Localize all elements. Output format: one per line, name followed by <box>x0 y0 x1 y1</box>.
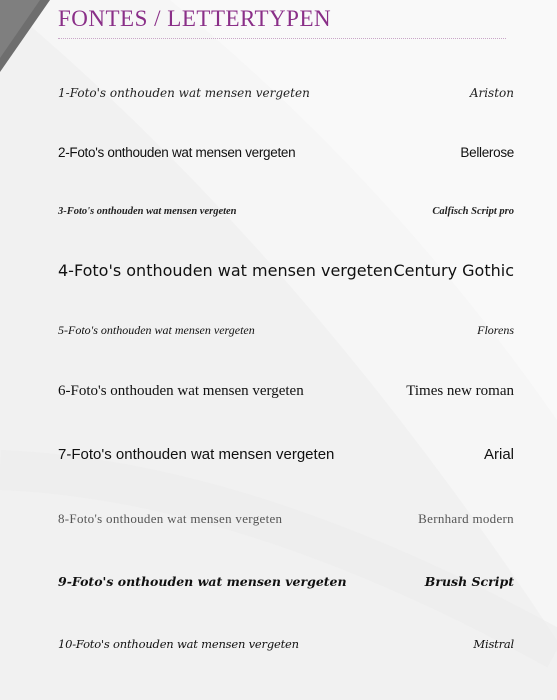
font-name-label: Mistral <box>473 637 514 651</box>
font-row-8 <box>58 511 514 527</box>
font-sample-text: 10-Foto's onthouden wat mensen vergeten <box>58 637 299 651</box>
font-row-10 <box>58 637 514 651</box>
font-name-label: Arial <box>483 446 514 463</box>
font-sample-text: 6-Foto's onthouden wat mensen vergeten <box>58 383 304 399</box>
font-row-9 <box>58 574 514 589</box>
font-sample-text: 5-Foto's onthouden wat mensen vergeten <box>58 323 255 337</box>
font-row-2 <box>58 145 514 160</box>
font-name-label: Century Gothic <box>393 261 514 280</box>
font-row-7 <box>58 446 514 463</box>
font-sample-text: 7-Foto's onthouden wat mensen vergeten <box>58 446 335 463</box>
font-sample-text: 9-Foto's onthouden wat mensen vergeten <box>58 574 347 589</box>
title-divider <box>58 38 506 39</box>
font-row-5 <box>58 323 514 338</box>
font-sample-text: 4-Foto's onthouden wat mensen vergeten <box>58 261 393 280</box>
font-row-4 <box>58 261 514 280</box>
font-name-label: Times new roman <box>406 383 514 399</box>
page-title: FONTES / LETTERTYPEN <box>58 6 332 31</box>
font-name-label: Calfisch Script pro <box>432 206 514 217</box>
font-row-3 <box>58 206 514 217</box>
font-name-label: Florens <box>477 323 514 337</box>
font-name-label: Brush Script <box>424 574 514 589</box>
font-name-label: Ariston <box>469 86 514 100</box>
font-name-label: Bellerose <box>460 145 514 160</box>
font-sample-text: 1-Foto's onthouden wat mensen vergeten <box>58 86 310 100</box>
font-name-label: Bernhard modern <box>418 511 514 526</box>
font-row-1 <box>58 86 514 100</box>
font-row-6 <box>58 383 514 400</box>
font-sample-text: 8-Foto's onthouden wat mensen vergeten <box>58 511 283 526</box>
font-sample-text: 2-Foto's onthouden wat mensen vergeten <box>58 145 296 160</box>
font-sample-text: 3-Foto's onthouden wat mensen vergeten <box>58 206 237 217</box>
